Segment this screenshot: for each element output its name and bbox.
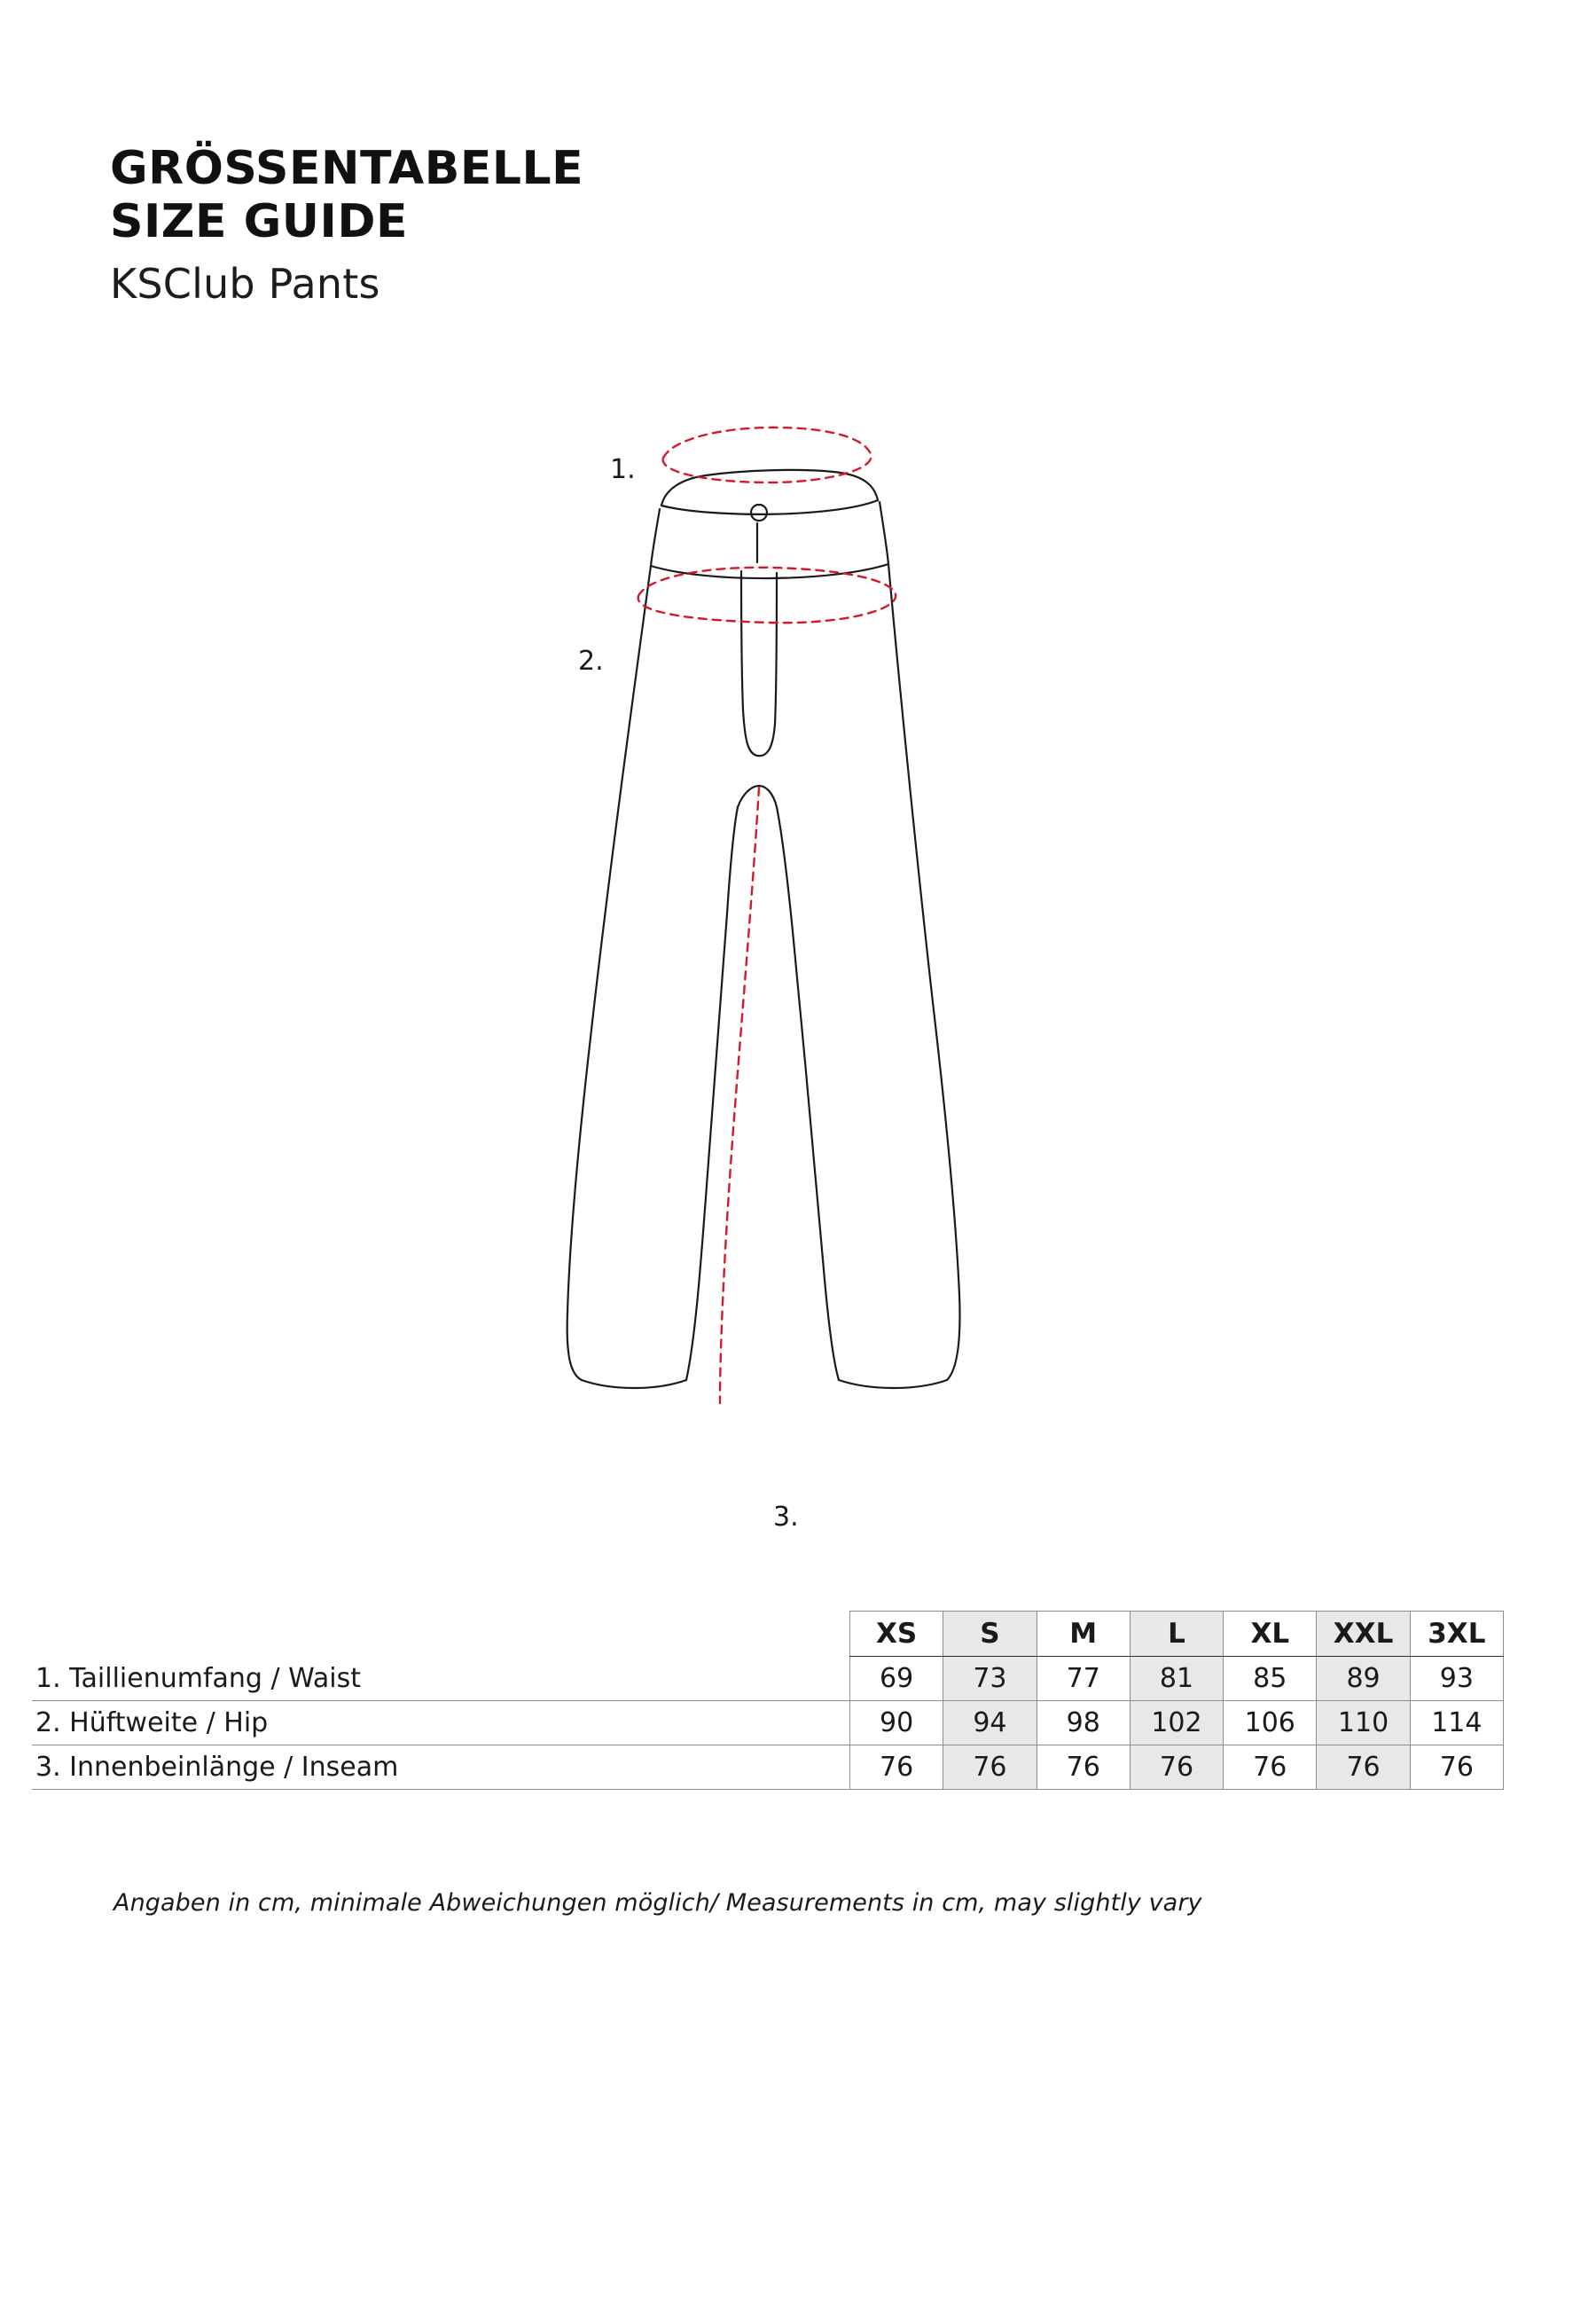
hip-xxl: 110 — [1317, 1701, 1410, 1745]
hip-xs: 90 — [850, 1701, 943, 1745]
pants-illustration — [532, 417, 1082, 1534]
waist-xl: 85 — [1224, 1657, 1317, 1701]
table-header-row — [32, 1612, 1504, 1657]
table-row — [32, 1701, 1504, 1745]
size-header-3xl: 3XL — [1410, 1612, 1503, 1657]
size-header-m: M — [1037, 1612, 1130, 1657]
row-label-waist: 1. Taillienumfang / Waist — [35, 1662, 361, 1694]
size-header-s: S — [943, 1612, 1037, 1657]
size-header-xxl: XXL — [1317, 1612, 1410, 1657]
inseam-s: 76 — [943, 1745, 1037, 1790]
inseam-xl: 76 — [1224, 1745, 1317, 1790]
waist-l: 81 — [1130, 1657, 1223, 1701]
table-row — [32, 1745, 1504, 1790]
size-header-xs: XS — [850, 1612, 943, 1657]
row-label-hip: 2. Hüftweite / Hip — [35, 1707, 269, 1738]
callout-1-label: 1. — [610, 454, 636, 485]
inseam-3xl: 76 — [1410, 1745, 1503, 1790]
inseam-xxl: 76 — [1317, 1745, 1410, 1790]
hip-m: 98 — [1037, 1701, 1130, 1745]
inseam-xs: 76 — [850, 1745, 943, 1790]
waist-measure-line — [663, 427, 872, 482]
size-header-l: L — [1130, 1612, 1223, 1657]
waist-3xl: 93 — [1410, 1657, 1503, 1701]
table-row — [32, 1657, 1504, 1701]
inseam-l: 76 — [1130, 1745, 1223, 1790]
callout-2-label: 2. — [578, 646, 604, 677]
waist-xs: 69 — [850, 1657, 943, 1701]
callout-3-label: 3. — [773, 1502, 799, 1533]
hip-s: 94 — [943, 1701, 1037, 1745]
waist-xxl: 89 — [1317, 1657, 1410, 1701]
hip-3xl: 114 — [1410, 1701, 1503, 1745]
title-german: GRÖSSENTABELLE — [110, 142, 584, 195]
waist-m: 77 — [1037, 1657, 1130, 1701]
inseam-measure-line — [720, 788, 759, 1403]
page-title — [110, 142, 997, 310]
hip-l: 102 — [1130, 1701, 1223, 1745]
hip-xl: 106 — [1224, 1701, 1317, 1745]
size-table — [32, 1611, 1504, 1790]
measurement-header — [32, 1612, 850, 1657]
waist-s: 73 — [943, 1657, 1037, 1701]
size-table-container — [32, 1611, 1504, 1790]
footnote: Angaben in cm, minimale Abweichungen möglich/ Measurements in cm, may slightly vary — [113, 1889, 1202, 1917]
row-label-inseam: 3. Innenbeinlänge / Inseam — [35, 1752, 399, 1783]
product-name: KSClub Pants — [110, 259, 380, 308]
title-english: SIZE GUIDE — [110, 195, 409, 249]
hip-measure-line — [638, 568, 896, 623]
size-header-xl: XL — [1224, 1612, 1317, 1657]
inseam-m: 76 — [1037, 1745, 1130, 1790]
